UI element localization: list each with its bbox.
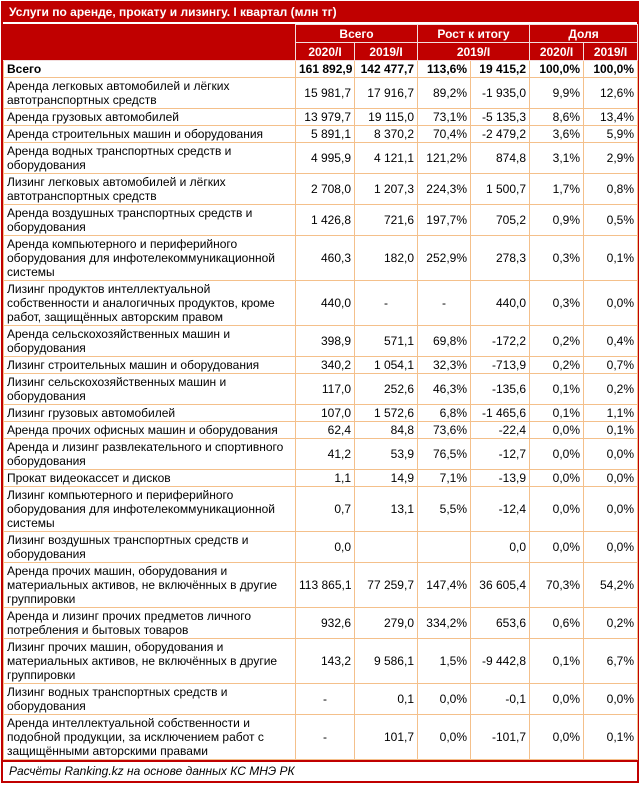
cell-vsego-2019: 53,9 xyxy=(355,439,418,470)
cell-vsego-2019: 182,0 xyxy=(355,236,418,281)
row-label: Лизинг компьютерного и периферийного оборудования для инфотелекоммуникационной системы xyxy=(4,487,296,532)
cell-rost-abs: -1 465,6 xyxy=(471,405,530,422)
cell-rost-abs: 874,8 xyxy=(471,143,530,174)
cell-dolya-2019: 0,2% xyxy=(584,608,638,639)
cell-dolya-2019: 0,0% xyxy=(584,439,638,470)
cell-dolya-2019: 0,4% xyxy=(584,326,638,357)
source-note: Расчёты Ranking.kz на основе данных КС МНЭ РК xyxy=(3,760,637,781)
cell-rost-abs: -135,6 xyxy=(471,374,530,405)
header-group-row xyxy=(4,25,638,43)
row-label: Лизинг прочих машин, оборудования и материальных активов, не включённых в другие группировки xyxy=(4,639,296,684)
cell-rost-abs: -713,9 xyxy=(471,357,530,374)
cell-vsego-2020: 117,0 xyxy=(296,374,355,405)
table-row xyxy=(4,174,638,205)
cell-vsego-2019: 571,1 xyxy=(355,326,418,357)
cell-rost-pct: 76,5% xyxy=(418,439,471,470)
cell-dolya-2019: 0,0% xyxy=(584,281,638,326)
header-year-dolya-2019: 2019/I xyxy=(584,43,638,61)
table-row xyxy=(4,487,638,532)
cell-dolya-2019: 2,9% xyxy=(584,143,638,174)
cell-vsego-2019: 8 370,2 xyxy=(355,126,418,143)
cell-dolya-2019: 0,0% xyxy=(584,684,638,715)
row-label: Лизинг сельскохозяйственных машин и оборудования xyxy=(4,374,296,405)
cell-vsego-2020: 13 979,7 xyxy=(296,109,355,126)
cell-vsego-2020: 932,6 xyxy=(296,608,355,639)
row-label: Лизинг воздушных транспортных средств и оборудования xyxy=(4,532,296,563)
cell-vsego-2020: 107,0 xyxy=(296,405,355,422)
cell-vsego-2019: 252,6 xyxy=(355,374,418,405)
cell-dolya-2019: 13,4% xyxy=(584,109,638,126)
cell-rost-abs: -101,7 xyxy=(471,715,530,760)
cell-dolya-2019: 0,8% xyxy=(584,174,638,205)
table-row xyxy=(4,532,638,563)
cell-vsego-2020: 340,2 xyxy=(296,357,355,374)
cell-vsego-2019: 1 572,6 xyxy=(355,405,418,422)
cell-vsego-2020: - xyxy=(296,715,355,760)
cell-vsego-2019: 279,0 xyxy=(355,608,418,639)
cell-dolya-2019: 0,0% xyxy=(584,470,638,487)
row-label: Прокат видеокассет и дисков xyxy=(4,470,296,487)
cell-vsego-2020: 62,4 xyxy=(296,422,355,439)
row-label: Аренда сельскохозяйственных машин и оборудования xyxy=(4,326,296,357)
cell-dolya-2020: 0,0% xyxy=(530,487,584,532)
row-label: Всего xyxy=(4,61,296,78)
cell-rost-abs: -12,4 xyxy=(471,487,530,532)
cell-vsego-2019: 77 259,7 xyxy=(355,563,418,608)
cell-dolya-2020: 70,3% xyxy=(530,563,584,608)
cell-dolya-2019: 0,5% xyxy=(584,205,638,236)
cell-vsego-2019: 9 586,1 xyxy=(355,639,418,684)
cell-dolya-2020: 100,0% xyxy=(530,61,584,78)
cell-rost-pct: 73,6% xyxy=(418,422,471,439)
cell-rost-abs: -12,7 xyxy=(471,439,530,470)
cell-dolya-2020: 0,3% xyxy=(530,236,584,281)
cell-rost-pct: 224,3% xyxy=(418,174,471,205)
cell-rost-pct: 197,7% xyxy=(418,205,471,236)
cell-dolya-2020: 0,0% xyxy=(530,684,584,715)
cell-rost-abs: -22,4 xyxy=(471,422,530,439)
cell-dolya-2020: 0,3% xyxy=(530,281,584,326)
cell-vsego-2019: 14,9 xyxy=(355,470,418,487)
row-label: Аренда прочих машин, оборудования и материальных активов, не включённых в другие группировки xyxy=(4,563,296,608)
cell-rost-abs: 440,0 xyxy=(471,281,530,326)
cell-dolya-2019: 5,9% xyxy=(584,126,638,143)
cell-rost-pct: 46,3% xyxy=(418,374,471,405)
cell-rost-abs: 36 605,4 xyxy=(471,563,530,608)
cell-dolya-2020: 0,2% xyxy=(530,326,584,357)
cell-dolya-2019: 100,0% xyxy=(584,61,638,78)
cell-dolya-2019: 0,2% xyxy=(584,374,638,405)
row-label: Аренда строительных машин и оборудования xyxy=(4,126,296,143)
cell-vsego-2019: 4 121,1 xyxy=(355,143,418,174)
table-row xyxy=(4,374,638,405)
cell-dolya-2020: 0,1% xyxy=(530,639,584,684)
header-group-rost: Рост к итогу xyxy=(418,25,530,43)
cell-rost-abs: 19 415,2 xyxy=(471,61,530,78)
table-row xyxy=(4,326,638,357)
row-label: Аренда и лизинг прочих предметов личного потребления и бытовых товаров xyxy=(4,608,296,639)
cell-rost-pct: 252,9% xyxy=(418,236,471,281)
cell-rost-pct: 7,1% xyxy=(418,470,471,487)
cell-rost-pct: 6,8% xyxy=(418,405,471,422)
cell-rost-pct: 70,4% xyxy=(418,126,471,143)
cell-rost-pct: 334,2% xyxy=(418,608,471,639)
table-row xyxy=(4,405,638,422)
report-title: Услуги по аренде, прокату и лизингу. I квартал (млн тг) xyxy=(3,3,637,24)
table-row xyxy=(4,357,638,374)
cell-dolya-2020: 9,9% xyxy=(530,78,584,109)
table-row xyxy=(4,439,638,470)
cell-dolya-2020: 0,0% xyxy=(530,532,584,563)
cell-rost-pct: 0,0% xyxy=(418,715,471,760)
table-row xyxy=(4,143,638,174)
table-row xyxy=(4,281,638,326)
cell-vsego-2020: 143,2 xyxy=(296,639,355,684)
cell-dolya-2019: 1,1% xyxy=(584,405,638,422)
cell-vsego-2020: 398,9 xyxy=(296,326,355,357)
row-label: Аренда грузовых автомобилей xyxy=(4,109,296,126)
cell-rost-pct: 0,0% xyxy=(418,684,471,715)
cell-rost-abs: 0,0 xyxy=(471,532,530,563)
table-row xyxy=(4,126,638,143)
cell-vsego-2020: 460,3 xyxy=(296,236,355,281)
cell-vsego-2019: 17 916,7 xyxy=(355,78,418,109)
cell-vsego-2019: - xyxy=(355,281,418,326)
cell-dolya-2020: 0,9% xyxy=(530,205,584,236)
header-group-dolya: Доля xyxy=(530,25,638,43)
cell-dolya-2019: 0,0% xyxy=(584,532,638,563)
header-year-vsego-2019: 2019/I xyxy=(355,43,418,61)
cell-rost-pct: - xyxy=(418,281,471,326)
cell-vsego-2020: 161 892,9 xyxy=(296,61,355,78)
cell-rost-pct: 5,5% xyxy=(418,487,471,532)
data-table xyxy=(3,24,638,760)
row-label: Лизинг продуктов интеллектуальной собственности и аналогичных продуктов, кроме работ, защищённых авторским правом xyxy=(4,281,296,326)
cell-rost-pct: 147,4% xyxy=(418,563,471,608)
header-year-vsego-2020: 2020/I xyxy=(296,43,355,61)
cell-rost-abs: 653,6 xyxy=(471,608,530,639)
cell-rost-pct: 89,2% xyxy=(418,78,471,109)
table-row xyxy=(4,61,638,78)
row-label: Лизинг строительных машин и оборудования xyxy=(4,357,296,374)
row-label: Лизинг легковых автомобилей и лёгких автотранспортных средств xyxy=(4,174,296,205)
table-header xyxy=(4,25,638,61)
cell-dolya-2019: 12,6% xyxy=(584,78,638,109)
cell-dolya-2019: 0,1% xyxy=(584,715,638,760)
cell-rost-abs: -5 135,3 xyxy=(471,109,530,126)
cell-dolya-2020: 0,1% xyxy=(530,374,584,405)
cell-rost-abs: -2 479,2 xyxy=(471,126,530,143)
report-frame xyxy=(1,1,639,783)
cell-vsego-2019: 721,6 xyxy=(355,205,418,236)
row-label: Аренда воздушных транспортных средств и оборудования xyxy=(4,205,296,236)
cell-rost-abs: -172,2 xyxy=(471,326,530,357)
row-label: Аренда прочих офисных машин и оборудования xyxy=(4,422,296,439)
cell-rost-pct: 73,1% xyxy=(418,109,471,126)
cell-vsego-2020: 0,0 xyxy=(296,532,355,563)
cell-rost-abs: -9 442,8 xyxy=(471,639,530,684)
table-row xyxy=(4,78,638,109)
table-row xyxy=(4,715,638,760)
header-year-rost-2019: 2019/I xyxy=(418,43,530,61)
cell-vsego-2019 xyxy=(355,532,418,563)
cell-dolya-2019: 0,7% xyxy=(584,357,638,374)
row-label: Аренда интеллектуальной собственности и подобной продукции, за исключением работ с защищёнными авторскими правами xyxy=(4,715,296,760)
cell-rost-pct xyxy=(418,532,471,563)
cell-rost-abs: 705,2 xyxy=(471,205,530,236)
cell-vsego-2020: 4 995,9 xyxy=(296,143,355,174)
cell-dolya-2020: 0,1% xyxy=(530,405,584,422)
cell-vsego-2020: - xyxy=(296,684,355,715)
cell-vsego-2020: 440,0 xyxy=(296,281,355,326)
cell-vsego-2019: 0,1 xyxy=(355,684,418,715)
cell-dolya-2020: 0,6% xyxy=(530,608,584,639)
cell-dolya-2020: 3,1% xyxy=(530,143,584,174)
cell-vsego-2019: 142 477,7 xyxy=(355,61,418,78)
cell-vsego-2019: 101,7 xyxy=(355,715,418,760)
cell-rost-abs: -13,9 xyxy=(471,470,530,487)
cell-rost-abs: 1 500,7 xyxy=(471,174,530,205)
cell-rost-pct: 1,5% xyxy=(418,639,471,684)
cell-rost-pct: 113,6% xyxy=(418,61,471,78)
cell-rost-abs: -1 935,0 xyxy=(471,78,530,109)
cell-vsego-2019: 13,1 xyxy=(355,487,418,532)
cell-dolya-2020: 8,6% xyxy=(530,109,584,126)
cell-vsego-2020: 1,1 xyxy=(296,470,355,487)
row-label: Аренда легковых автомобилей и лёгких автотранспортных средств xyxy=(4,78,296,109)
header-corner-cell xyxy=(4,25,296,61)
row-label: Аренда водных транспортных средств и оборудования xyxy=(4,143,296,174)
table-row xyxy=(4,205,638,236)
cell-rost-pct: 32,3% xyxy=(418,357,471,374)
cell-vsego-2020: 1 426,8 xyxy=(296,205,355,236)
header-year-dolya-2020: 2020/I xyxy=(530,43,584,61)
cell-dolya-2019: 0,0% xyxy=(584,487,638,532)
cell-dolya-2019: 0,1% xyxy=(584,422,638,439)
cell-vsego-2019: 1 054,1 xyxy=(355,357,418,374)
cell-dolya-2019: 6,7% xyxy=(584,639,638,684)
table-row xyxy=(4,608,638,639)
cell-dolya-2020: 0,0% xyxy=(530,715,584,760)
cell-dolya-2020: 0,0% xyxy=(530,422,584,439)
row-label: Лизинг грузовых автомобилей xyxy=(4,405,296,422)
cell-dolya-2020: 3,6% xyxy=(530,126,584,143)
cell-dolya-2019: 0,1% xyxy=(584,236,638,281)
table-row xyxy=(4,236,638,281)
cell-vsego-2019: 19 115,0 xyxy=(355,109,418,126)
cell-vsego-2020: 41,2 xyxy=(296,439,355,470)
row-label: Аренда и лизинг развлекательного и спортивного оборудования xyxy=(4,439,296,470)
cell-dolya-2020: 0,0% xyxy=(530,470,584,487)
cell-rost-pct: 69,8% xyxy=(418,326,471,357)
cell-dolya-2020: 1,7% xyxy=(530,174,584,205)
cell-vsego-2020: 5 891,1 xyxy=(296,126,355,143)
header-group-vsego: Всего xyxy=(296,25,418,43)
table-row xyxy=(4,639,638,684)
cell-dolya-2019: 54,2% xyxy=(584,563,638,608)
cell-vsego-2020: 0,7 xyxy=(296,487,355,532)
table-row xyxy=(4,684,638,715)
row-label: Лизинг водных транспортных средств и оборудования xyxy=(4,684,296,715)
cell-rost-abs: -0,1 xyxy=(471,684,530,715)
table-row xyxy=(4,109,638,126)
cell-vsego-2019: 84,8 xyxy=(355,422,418,439)
cell-vsego-2020: 2 708,0 xyxy=(296,174,355,205)
cell-dolya-2020: 0,0% xyxy=(530,439,584,470)
cell-rost-abs: 278,3 xyxy=(471,236,530,281)
row-label: Аренда компьютерного и периферийного оборудования для инфотелекоммуникационной системы xyxy=(4,236,296,281)
cell-dolya-2020: 0,2% xyxy=(530,357,584,374)
table-row xyxy=(4,422,638,439)
table-body xyxy=(4,61,638,760)
table-row xyxy=(4,563,638,608)
cell-vsego-2020: 15 981,7 xyxy=(296,78,355,109)
table-row xyxy=(4,470,638,487)
cell-vsego-2020: 113 865,1 xyxy=(296,563,355,608)
cell-vsego-2019: 1 207,3 xyxy=(355,174,418,205)
cell-rost-pct: 121,2% xyxy=(418,143,471,174)
